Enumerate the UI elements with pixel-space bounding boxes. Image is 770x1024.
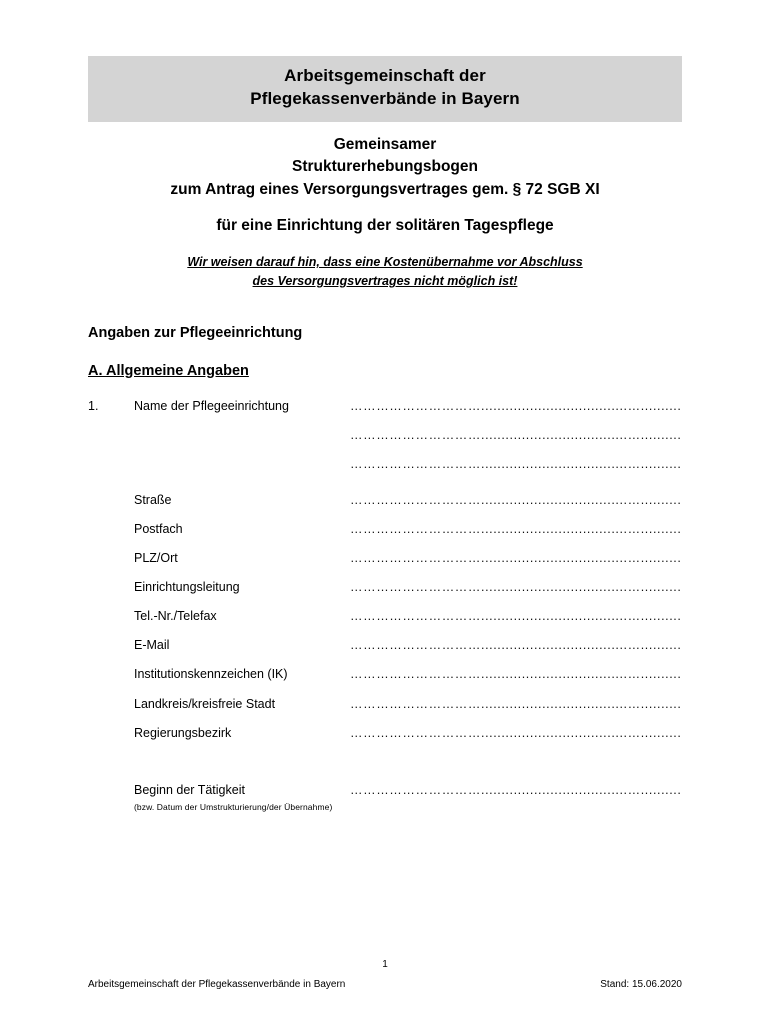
section-heading: Angaben zur Pflegeeinrichtung: [88, 324, 303, 341]
form-row: [88, 493, 682, 509]
page-number: 1: [382, 959, 388, 970]
cost-notice-line-1: Wir weisen darauf hin, dass eine Kostenübernahme vor Abschluss: [187, 255, 583, 270]
field-input-line[interactable]: …………………………....................................…..........: [350, 457, 682, 472]
form-row: [88, 726, 682, 742]
field-input-line[interactable]: …………………………....................................…..........: [350, 725, 682, 740]
field-input-line[interactable]: …………………………....................................…..........: [350, 696, 682, 711]
field-label: Postfach: [134, 521, 183, 536]
field-input-line[interactable]: …………………………....................................…..........: [350, 492, 682, 507]
form-row: [88, 399, 682, 415]
form-row: [88, 580, 682, 596]
field-input-line[interactable]: …………………………....................................…..........: [350, 550, 682, 565]
form-row: [88, 522, 682, 538]
document-title: [88, 134, 682, 201]
form-fields: [88, 399, 682, 813]
cost-notice: [88, 253, 682, 291]
field-label: Straße: [134, 492, 172, 507]
field-label: E-Mail: [134, 638, 170, 653]
field-label: Tel.-Nr./Telefax: [134, 609, 217, 624]
field-input-line[interactable]: …………………………....................................…..........: [350, 427, 682, 442]
field-label: Institutionskennzeichen (IK): [134, 667, 288, 682]
field-input-line[interactable]: …………………………....................................…..........: [350, 667, 682, 682]
field-input-line[interactable]: …………………………....................................…..........: [350, 521, 682, 536]
title-line-3: zum Antrag eines Versorgungsvertrages gem. § 72 SGB XI: [170, 180, 600, 198]
field-label: PLZ/Ort: [134, 550, 178, 565]
footer-right-text: Stand: 15.06.2020: [600, 979, 682, 990]
header-line-2: Pflegekassenverbände in Bayern: [250, 88, 520, 108]
form-row: [88, 667, 682, 683]
field-label: Einrichtungsleitung: [134, 580, 240, 595]
form-row: [88, 428, 682, 444]
field-input-line[interactable]: …………………………....................................…..........: [350, 580, 682, 595]
header-line-1: Arbeitsgemeinschaft der: [284, 66, 486, 85]
field-input-line[interactable]: …………………………....................................…..........: [350, 609, 682, 624]
field-label: Landkreis/kreisfreie Stadt: [134, 696, 276, 711]
form-row: [88, 638, 682, 654]
field-label: Regierungsbezirk: [134, 725, 232, 740]
title-line-1: Gemeinsamer: [333, 135, 437, 153]
title-line-2: Strukturerhebungsbogen: [291, 158, 478, 176]
cost-notice-line-2: des Versorgungsvertrages nicht möglich ist!: [252, 274, 518, 289]
field-input-line[interactable]: …………………………....................................…..........: [350, 638, 682, 653]
field-label-text: Beginn der Tätigkeit: [134, 783, 245, 798]
document-footer: [88, 959, 682, 990]
form-row: [88, 609, 682, 625]
document-header-band: [88, 56, 682, 122]
field-number: 1.: [88, 398, 99, 413]
field-label: [134, 783, 350, 812]
footer-left-text: Arbeitsgemeinschaft der Pflegekassenverbände in Bayern: [88, 979, 346, 990]
field-label: Name der Pflegeeinrichtung: [134, 398, 289, 413]
form-row: [88, 551, 682, 567]
field-input-line[interactable]: …………………………....................................…..........: [350, 783, 682, 798]
section-subheading: A. Allgemeine Angaben: [88, 362, 249, 379]
form-row: [88, 783, 682, 812]
document-subtitle: für eine Einrichtung der solitären Tagespflege: [216, 217, 554, 235]
field-label-subtext: (bzw. Datum der Umstrukturierung/der Übernahme): [134, 801, 333, 812]
form-row: [88, 697, 682, 713]
form-row: [88, 457, 682, 473]
field-input-line[interactable]: …………………………....................................…..........: [350, 398, 682, 413]
